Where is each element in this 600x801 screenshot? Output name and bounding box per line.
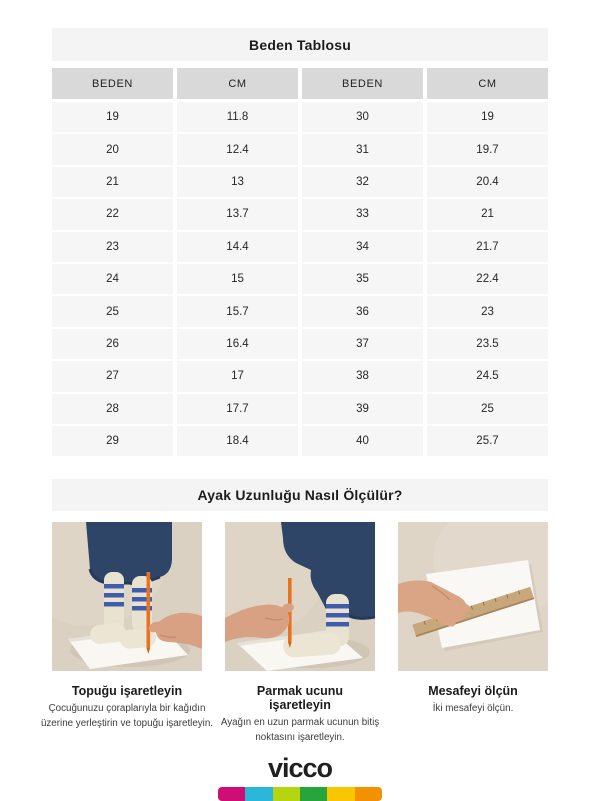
step-mark-toe [220,522,380,744]
size-table-cell: 13 [177,167,298,197]
size-table-cell: 25 [427,394,548,424]
size-table-header-cell: BEDEN [52,68,173,99]
size-table-cell: 13.7 [177,199,298,229]
size-table-header-cell: BEDEN [302,68,423,99]
size-table-cell: 14.4 [177,232,298,262]
size-table-cell: 40 [302,426,423,456]
rainbow-segment [355,787,382,801]
brand-footer [0,752,600,801]
size-table-cell: 17 [177,361,298,391]
step-measure-distance [398,522,548,744]
size-table-cell: 30 [302,102,423,132]
size-table-cell: 32 [302,167,423,197]
step-description: Çocuğunuzu çoraplarıyla bir kağıdın üzerine yerleştirin ve topuğu işaretleyin. [40,703,214,729]
size-table-cell: 37 [302,329,423,359]
step-title: Topuğu işaretleyin [71,684,183,699]
size-table-cell: 27 [52,361,173,391]
size-table-body [52,102,548,456]
size-table-cell: 34 [302,232,423,262]
size-table-cell: 31 [302,134,423,164]
rainbow-segment [300,787,327,801]
size-table-cell: 21 [427,199,548,229]
size-table-cell: 19.7 [427,134,548,164]
size-table-cell: 12.4 [177,134,298,164]
size-table-cell: 20.4 [427,167,548,197]
step-description: İki mesafeyi ölçün. [432,703,514,715]
size-table-title-bar [52,28,548,61]
size-table-cell: 29 [52,426,173,456]
size-table-cell: 21 [52,167,173,197]
rainbow-segment [245,787,272,801]
size-table-cell: 35 [302,264,423,294]
size-table-header-cell: CM [177,68,298,99]
size-table-cell: 22 [52,199,173,229]
size-table-cell: 15 [177,264,298,294]
mark-heel-photo [52,522,202,671]
size-table-cell: 17.7 [177,394,298,424]
size-table-cell: 38 [302,361,423,391]
size-table-cell: 19 [52,102,173,132]
size-table-cell: 33 [302,199,423,229]
step-mark-heel [40,522,214,744]
size-table-cell: 36 [302,296,423,326]
size-table-cell: 16.4 [177,329,298,359]
size-table-cell: 21.7 [427,232,548,262]
size-table-cell: 24.5 [427,361,548,391]
rainbow-segment [273,787,300,801]
size-table-cell: 20 [52,134,173,164]
step-description: Ayağın en uzun parmak ucunun bitiş noktasını işaretleyin. [220,717,380,743]
size-table-cell: 15.7 [177,296,298,326]
size-table-cell: 11.8 [177,102,298,132]
size-table-cell: 24 [52,264,173,294]
size-table-cell: 19 [427,102,548,132]
size-table-header-row [52,68,548,99]
size-table-cell: 23 [427,296,548,326]
size-table-cell: 28 [52,394,173,424]
size-table-cell: 25 [52,296,173,326]
rainbow-segment [327,787,354,801]
rainbow-segment [218,787,245,801]
size-table-cell: 23 [52,232,173,262]
measure-steps [40,522,548,744]
vicco-logo: vicco [267,753,333,783]
mark-toe-photo [225,522,375,671]
size-table-cell: 25.7 [427,426,548,456]
measure-distance-photo [398,522,548,671]
step-title: Mesafeyi ölçün [428,684,518,699]
measure-section-title-bar [52,479,548,511]
size-table-cell: 26 [52,329,173,359]
size-table-cell: 23.5 [427,329,548,359]
size-table-cell: 39 [302,394,423,424]
vicco-rainbow-bar [218,787,382,801]
size-table-cell: 18.4 [177,426,298,456]
step-title: Parmak ucunu işaretleyin [256,684,344,713]
size-table-header-cell: CM [427,68,548,99]
size-table-title: Beden Tablosu [249,36,351,53]
measure-section-title: Ayak Uzunluğu Nasıl Ölçülür? [197,487,403,504]
size-table-cell: 22.4 [427,264,548,294]
